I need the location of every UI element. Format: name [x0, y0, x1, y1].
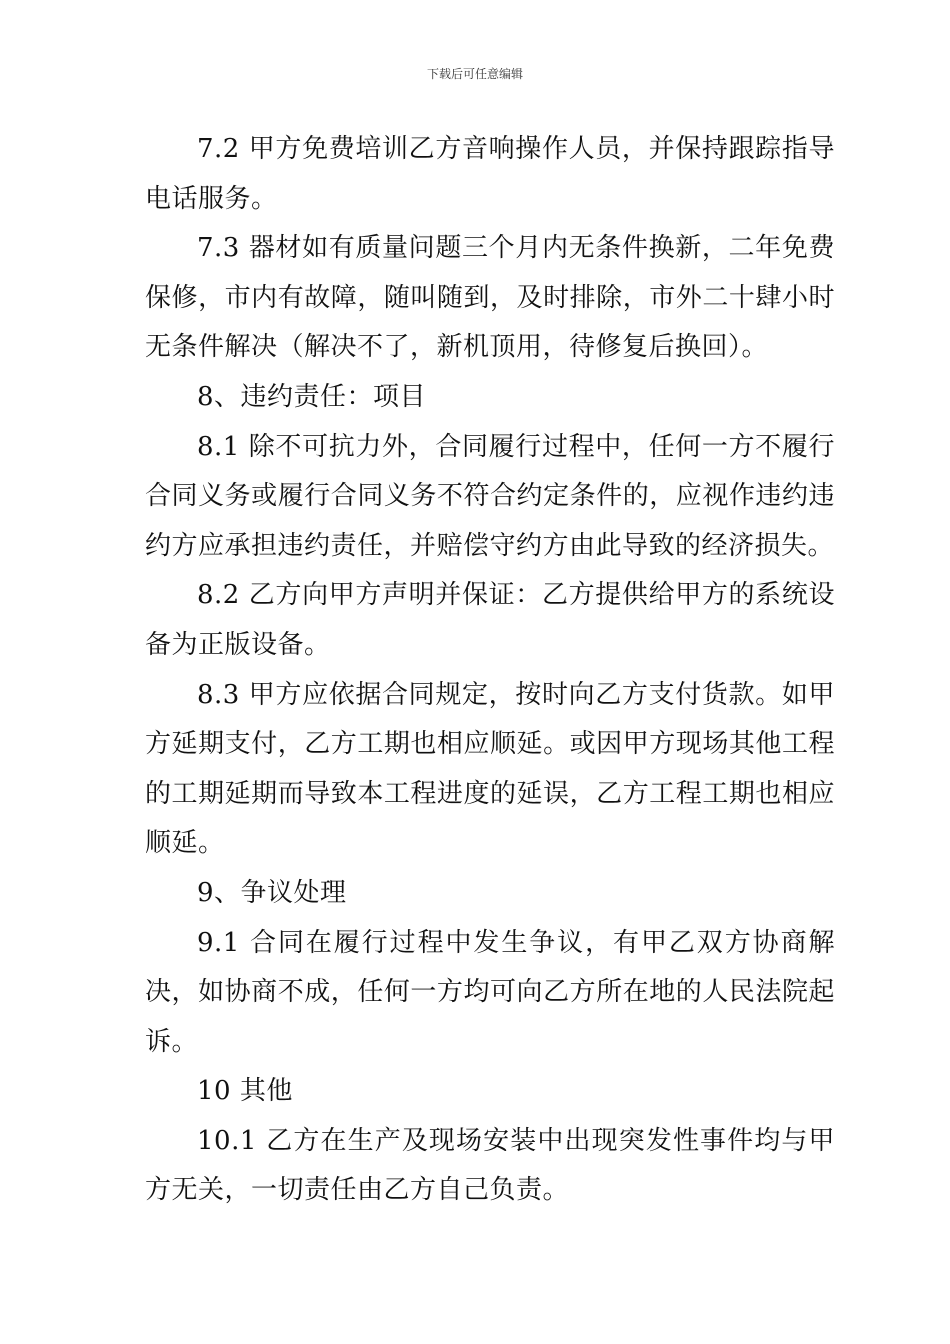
clause-8-1: 8.1 除不可抗力外，合同履行过程中，任何一方不履行合同义务或履行合同义务不符合约定条件的，应视作违约违约方应承担违约责任，并赔偿守约方由此导致的经济损失。	[145, 431, 835, 561]
section-9-heading: 9、争议处理	[197, 877, 347, 908]
clause-7-3: 7.3 器材如有质量问题三个月内无条件换新，二年免费保修，市内有故障，随叫随到，及时排除，市外二十肆小时无条件解决（解决不了，新机顶用，待修复后换回）。	[145, 233, 835, 363]
clause-8-2: 8.2 乙方向甲方声明并保证：乙方提供给甲方的系统设备为正版设备。	[145, 580, 835, 660]
document-body	[145, 125, 835, 1216]
clause-9-1: 9.1 合同在履行过程中发生争议，有甲乙双方协商解决，如协商不成，任何一方均可向乙方所在地的人民法院起诉。	[145, 927, 835, 1057]
section-8-heading: 8、违约责任：项目	[197, 381, 427, 412]
page-header: 下载后可任意编辑	[426, 67, 523, 81]
clause-8-3: 8.3 甲方应依据合同规定，按时向乙方支付货款。如甲方延期支付，乙方工期也相应顺延。或因甲方现场其他工程的工期延期而导致本工程进度的延误，乙方工程工期也相应顺延。	[145, 679, 835, 859]
clause-7-2: 7.2 甲方免费培训乙方音响操作人员，并保持跟踪指导电话服务。	[145, 134, 835, 214]
clause-10-1: 10.1 乙方在生产及现场安装中出现突发性事件均与甲方无关，一切责任由乙方自己负责。	[145, 1125, 835, 1206]
section-10-heading: 10 其他	[197, 1076, 293, 1107]
